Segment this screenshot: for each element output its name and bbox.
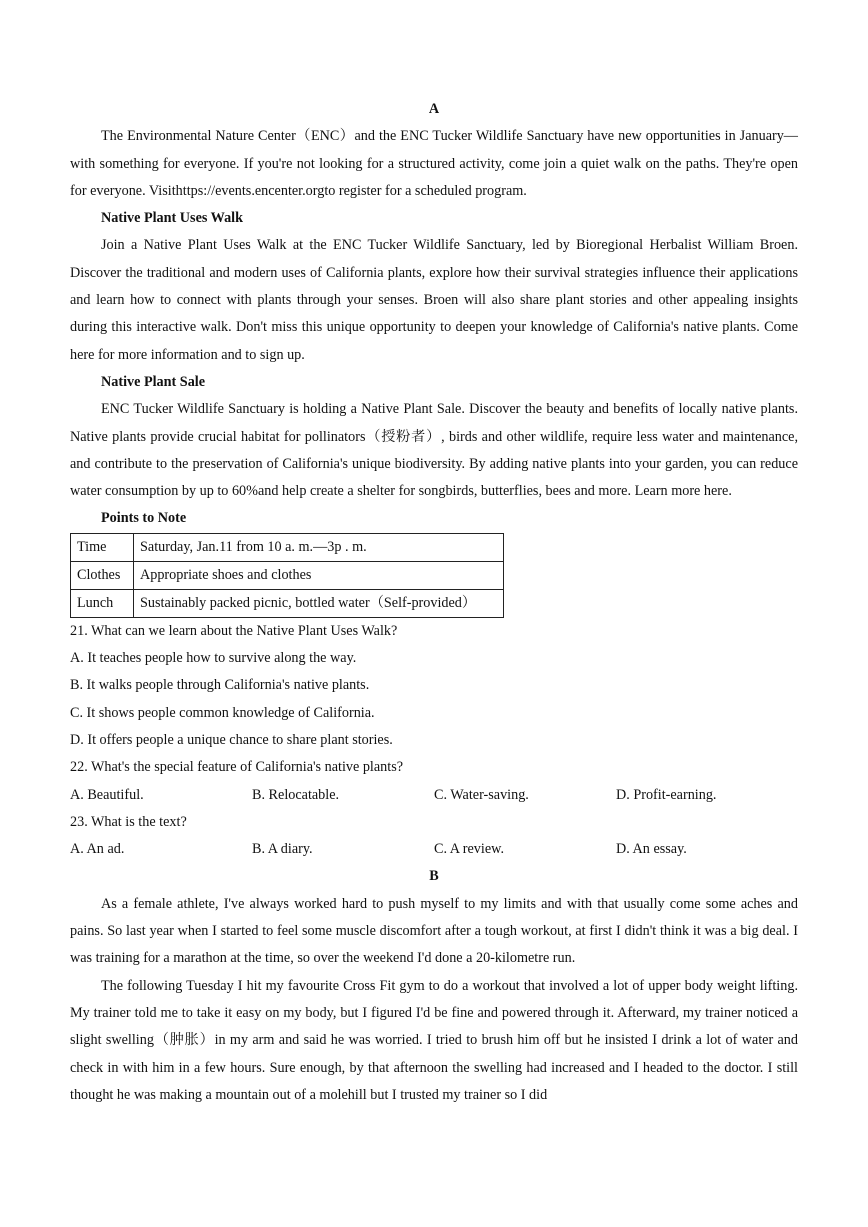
notes-table: [70, 533, 504, 618]
table-row: [71, 589, 504, 617]
question-22-option-c: C. Water-saving.: [434, 786, 529, 803]
notes-key-clothes: Clothes: [71, 561, 134, 589]
question-23-option-c: C. A review.: [434, 841, 505, 858]
notes-key-lunch: Lunch: [71, 589, 134, 617]
notes-heading: Points to Note: [101, 510, 187, 527]
question-21-option-a: A. It teaches people how to survive along the way.: [70, 650, 357, 667]
sale-text: ENC Tucker Wildlife Sanctuary is holding a Native Plant Sale. Discover the beauty and benefits of locally native plants. Native plants provide crucial habitat for pollinators（授粉者）, birds and other wildlife, require less water and maintenance, and contribute to the preservation of California's unique biodiversity. By adding native plants into your garden, you can reduce water consumption by up to 60%and help create a shelter for songbirds, butterflies, bees and more. Learn more here.: [70, 401, 798, 500]
walk-text: Join a Native Plant Uses Walk at the ENC Tucker Wildlife Sanctuary, led by Bioregional Herbalist William Broen. Discover the traditional and modern uses of California plants, explore how their survival strategies influence their applications and learn how to connect with plants through your senses. Broen will also share plant stories and other appealing insights during this interactive walk. Don't miss this unique opportunity to deepen your knowledge of California's native plants. Come here for more information and to sign up.: [70, 237, 798, 363]
notes-value-time: Saturday, Jan.11 from 10 a. m.—3p . m.: [134, 533, 504, 561]
notes-key-time: Time: [71, 533, 134, 561]
question-21-option-c: C. It shows people common knowledge of California.: [70, 704, 375, 721]
table-row: [71, 533, 504, 561]
section-a-intro: The Environmental Nature Center（ENC）and the ENC Tucker Wildlife Sanctuary have new opportunities in January—with something for everyone. If you're not looking for a structured activity, come join a quiet walk on the paths. They're open for everyone. Visithttps://events.encenter.orgto register for a scheduled program.: [70, 128, 798, 199]
question-22-option-d: D. Profit-earning.: [616, 786, 717, 803]
question-23-option-a: A. An ad.: [70, 841, 125, 858]
notes-value-lunch: Sustainably packed picnic, bottled water（Self-provided）: [134, 589, 504, 617]
question-22-stem: 22. What's the special feature of California's native plants?: [70, 759, 404, 776]
notes-value-clothes: Appropriate shoes and clothes: [134, 561, 504, 589]
sale-heading: Native Plant Sale: [101, 373, 206, 390]
walk-heading: Native Plant Uses Walk: [101, 210, 244, 227]
question-22-option-b: B. Relocatable.: [252, 786, 340, 803]
question-21-stem: 21. What can we learn about the Native Plant Uses Walk?: [70, 622, 398, 639]
exam-page: [70, 96, 798, 1109]
question-23-option-b: B. A diary.: [252, 841, 313, 858]
section-b-paragraph-1: As a female athlete, I've always worked hard to push myself to my limits and with that usually come some aches and pains. So last year when I started to feel some muscle discomfort after a tough workout, at first I didn't think it was a big deal. I was training for a marathon at the time, so over the weekend I'd done a 20-kilometre run.: [70, 895, 798, 967]
question-21-option-b: B. It walks people through California's native plants.: [70, 677, 370, 694]
table-row: [71, 561, 504, 589]
question-23-option-d: D. An essay.: [616, 841, 687, 858]
question-23-options: [70, 836, 798, 863]
section-b-label: B: [429, 868, 439, 885]
section-a-label: A: [428, 101, 440, 117]
section-b-paragraph-2: The following Tuesday I hit my favourite Cross Fit gym to do a workout that involved a lot of upper body weight lifting. My trainer told me to take it easy on my body, but I figured I'd be fine and powered through it. Afterward, my trainer noticed a slight swelling（肿胀）in my arm and said he was worried. I tried to brush him off but he insisted I drink a lot of water and check in with him in a few hours. Sure enough, by that afternoon the swelling had increased and I headed to the doctor. I still thought he was making a mountain out of a molehill but I trusted my trainer so I did: [70, 977, 798, 1103]
question-21-option-d: D. It offers people a unique chance to share plant stories.: [70, 731, 393, 748]
question-22-option-a: A. Beautiful.: [70, 786, 144, 803]
question-23-stem: 23. What is the text?: [70, 813, 187, 830]
question-22-options: [70, 782, 798, 809]
